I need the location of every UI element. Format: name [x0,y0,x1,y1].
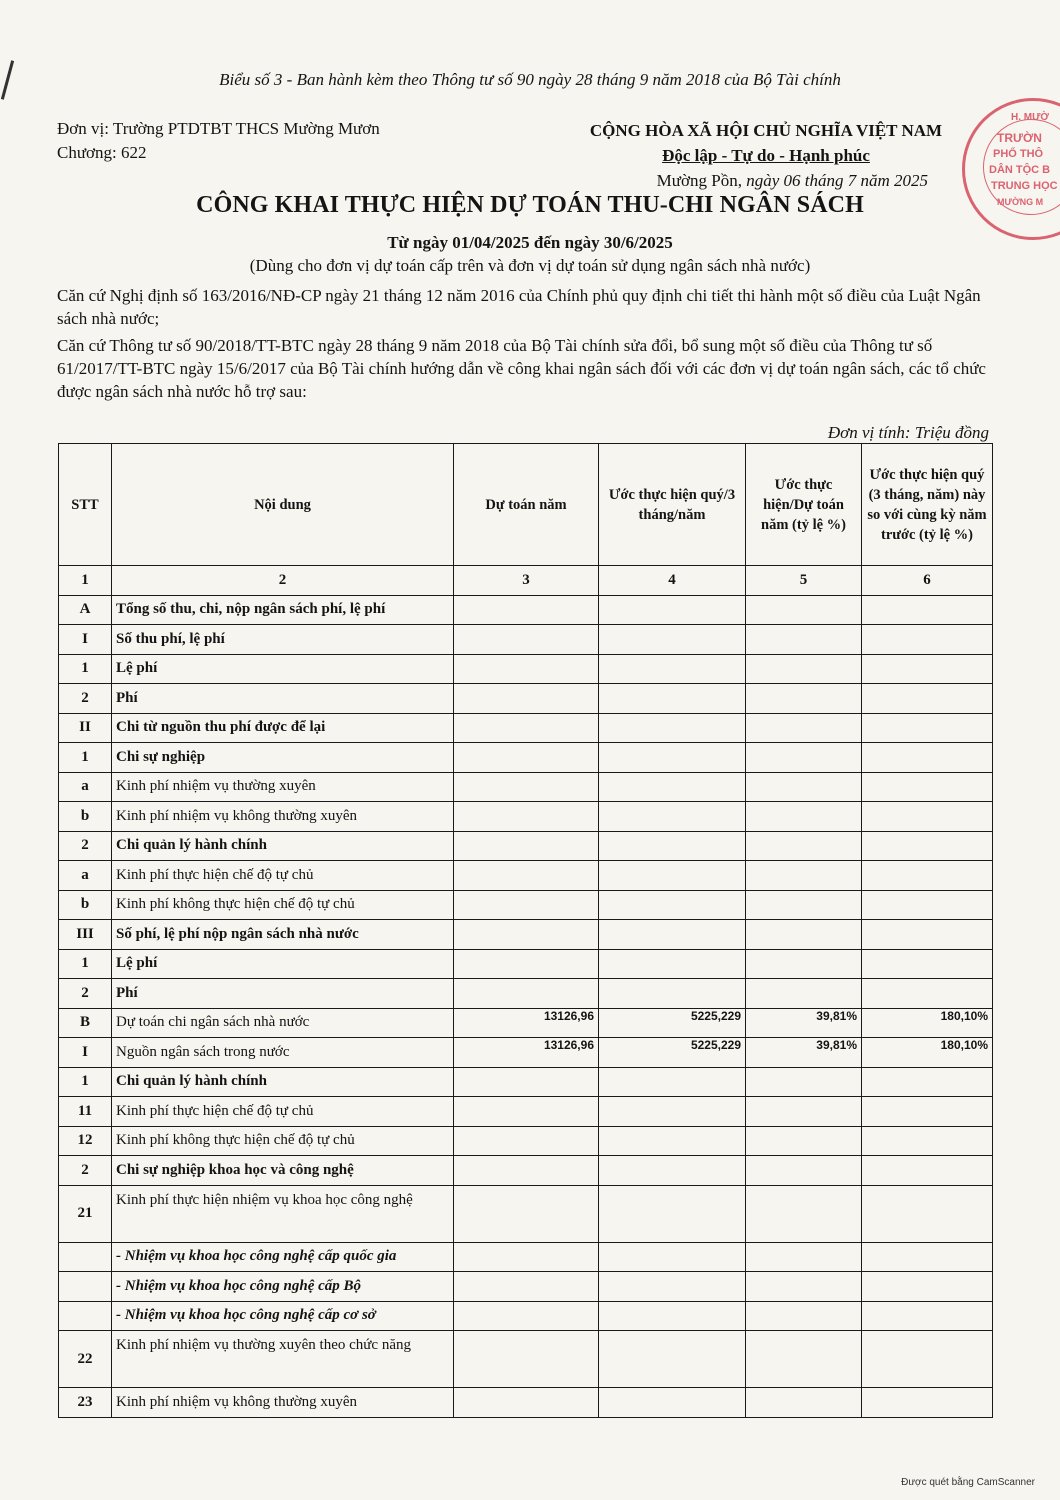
row-stt: a [59,772,112,802]
date: ngày 06 tháng 7 năm 2025 [746,171,928,190]
row-value [454,1067,599,1097]
row-value [862,949,993,979]
row-value [454,890,599,920]
row-stt: 12 [59,1126,112,1156]
row-value [454,920,599,950]
row-stt: 23 [59,1388,112,1418]
row-value: 5225,229 [599,1038,746,1068]
table-row [59,1126,993,1156]
row-value [746,654,862,684]
table-row [59,595,993,625]
column-number: 5 [746,566,862,596]
row-value [746,1301,862,1331]
row-value [746,1126,862,1156]
row-value: 39,81% [746,1008,862,1038]
row-value: 13126,96 [454,1008,599,1038]
national-heading [540,118,992,193]
row-value [862,625,993,655]
row-value [454,831,599,861]
usage-note: (Dùng cho đơn vị dự toán cấp trên và đơn vị dự toán sử dụng ngân sách nhà nước) [249,256,811,275]
table-row [59,979,993,1009]
table-row [59,713,993,743]
row-value [862,1185,993,1242]
row-value [862,1067,993,1097]
seal-text: PHỔ THÔ [993,148,1044,160]
row-value [599,1156,746,1186]
header-cell: Ước thực hiện quý (3 tháng, năm) này so với cùng kỳ năm trước (tỷ lệ %) [862,444,993,566]
row-content: Chi sự nghiệp [112,743,454,773]
row-content: Lệ phí [112,654,454,684]
row-value [862,1388,993,1418]
row-value [862,743,993,773]
header-cell: Nội dung [112,444,454,566]
row-value [599,654,746,684]
row-value [599,743,746,773]
row-stt: I [59,625,112,655]
row-content: Kinh phí không thực hiện chế độ tự chủ [112,1126,454,1156]
row-value [599,949,746,979]
row-value [746,1331,862,1388]
row-value [599,979,746,1009]
row-content: Kinh phí không thực hiện chế độ tự chủ [112,890,454,920]
seal-text: MƯỜNG M [997,197,1044,207]
header-cell: STT [59,444,112,566]
row-value [862,772,993,802]
row-value [599,1126,746,1156]
row-content: Số thu phí, lệ phí [112,625,454,655]
table-row [59,684,993,714]
row-value [599,595,746,625]
country-name: CỘNG HÒA XÃ HỘI CHỦ NGHĨA VIỆT NAM [589,121,943,140]
seal-text: TRUNG HỌC [991,180,1058,192]
table-row [59,654,993,684]
document-title: CÔNG KHAI THỰC HIỆN DỰ TOÁN THU-CHI NGÂN SÁCH [196,192,864,218]
row-value [454,1272,599,1302]
row-stt: 2 [59,831,112,861]
row-value [454,743,599,773]
row-value [454,595,599,625]
header-cell: Ước thực hiện quý/3 tháng/năm [599,444,746,566]
row-value [454,713,599,743]
row-value [454,1185,599,1242]
row-value [746,861,862,891]
row-value [862,1156,993,1186]
row-content: Chi sự nghiệp khoa học và công nghệ [112,1156,454,1186]
row-value [746,1242,862,1272]
row-value [599,861,746,891]
row-content: Kinh phí nhiệm vụ thường xuyên theo chức năng [112,1331,454,1388]
seal-text: H. MƯỜ [1011,112,1049,123]
row-value [454,949,599,979]
row-content: Lệ phí [112,949,454,979]
table-row [59,920,993,950]
row-value [746,949,862,979]
row-value: 13126,96 [454,1038,599,1068]
table-header-row [59,444,993,566]
row-value [454,1331,599,1388]
row-value [454,979,599,1009]
row-content: Phí [112,684,454,714]
row-content: Kinh phí nhiệm vụ không thường xuyên [112,1388,454,1418]
row-value [862,654,993,684]
row-value [746,743,862,773]
budget-table [58,443,993,1418]
table-row [59,1008,993,1038]
row-value: 39,81% [746,1038,862,1068]
table-row [59,1185,993,1242]
table-row [59,1038,993,1068]
row-content: Phí [112,979,454,1009]
row-stt: a [59,861,112,891]
row-content: Chi quản lý hành chính [112,1067,454,1097]
row-value [746,772,862,802]
row-value [746,595,862,625]
column-number: 2 [112,566,454,596]
row-value [746,1185,862,1242]
place-date [540,168,992,193]
row-stt: b [59,802,112,832]
seal-text: TRƯỜN [997,131,1042,145]
row-value [454,1097,599,1127]
header-cell: Ước thực hiện/Dự toán năm (tỷ lệ %) [746,444,862,566]
table-row [59,1242,993,1272]
table-row [59,1067,993,1097]
row-stt [59,1272,112,1302]
table-row [59,1301,993,1331]
row-value [862,979,993,1009]
row-value: 180,10% [862,1008,993,1038]
row-value [746,684,862,714]
column-number: 6 [862,566,993,596]
row-value [454,802,599,832]
row-value [746,1388,862,1418]
table-row [59,1331,993,1388]
row-stt: 2 [59,684,112,714]
row-value [862,1126,993,1156]
row-value [599,625,746,655]
row-value [862,890,993,920]
row-value [454,1156,599,1186]
column-number-row [59,566,993,596]
row-value [454,1388,599,1418]
row-value [862,684,993,714]
row-value [862,1097,993,1127]
row-stt: 2 [59,1156,112,1186]
row-value [746,920,862,950]
row-value [599,920,746,950]
row-content: Tổng số thu, chi, nộp ngân sách phí, lệ phí [112,595,454,625]
row-value: 5225,229 [599,1008,746,1038]
row-value [454,684,599,714]
table-row [59,861,993,891]
legal-basis-1: Căn cứ Nghị định số 163/2016/NĐ-CP ngày 21 tháng 12 năm 2016 của Chính phủ quy định chi tiết thi hành một số điều của Luật Ngân sách nhà nước; [57,286,981,328]
row-value [862,1301,993,1331]
row-stt [59,1301,112,1331]
row-content: Kinh phí thực hiện chế độ tự chủ [112,861,454,891]
row-stt: 1 [59,949,112,979]
row-value [862,831,993,861]
row-value [746,1067,862,1097]
row-value [746,979,862,1009]
row-value [599,802,746,832]
place: Mường Pồn, [656,171,742,190]
row-value [862,802,993,832]
row-value [599,831,746,861]
row-content: Chi quản lý hành chính [112,831,454,861]
row-content: - Nhiệm vụ khoa học công nghệ cấp cơ sở [112,1301,454,1331]
legal-basis-2: Căn cứ Thông tư số 90/2018/TT-BTC ngày 28 tháng 9 năm 2018 của Bộ Tài chính sửa đổi, bổ sung một số điều của Thông tư số 61/2017/TT-BTC ngày 15/6/2017 của Bộ Tài chính hướng dẫn về công khai ngân sách đối với các đơn vị dự toán ngân sách, các tổ chức được ngân sách nhà nước hỗ trợ sau: [57,336,986,401]
row-value [862,1331,993,1388]
row-content: Kinh phí nhiệm vụ thường xuyên [112,772,454,802]
row-value [862,713,993,743]
row-value [454,1242,599,1272]
unit-chapter: Chương: 622 [57,143,147,162]
row-value [599,772,746,802]
unit-block [57,117,380,165]
row-stt: 2 [59,979,112,1009]
table-row [59,802,993,832]
report-period: Từ ngày 01/04/2025 đến ngày 30/6/2025 [387,233,673,252]
row-value [746,831,862,861]
row-value [454,772,599,802]
row-value [862,861,993,891]
row-content: Nguồn ngân sách trong nước [112,1038,454,1068]
row-value [454,1301,599,1331]
row-content: Dự toán chi ngân sách nhà nước [112,1008,454,1038]
row-stt: 1 [59,743,112,773]
row-content: Số phí, lệ phí nộp ngân sách nhà nước [112,920,454,950]
unit-name: Đơn vị: Trường PTDTBT THCS Mường Mươn [57,119,380,138]
row-value [599,1301,746,1331]
row-stt: II [59,713,112,743]
row-value [454,654,599,684]
row-stt: B [59,1008,112,1038]
row-content: - Nhiệm vụ khoa học công nghệ cấp quốc gia [112,1242,454,1272]
row-value [599,1388,746,1418]
row-content: Chi từ nguồn thu phí được để lại [112,713,454,743]
row-value [599,1067,746,1097]
row-value [599,1331,746,1388]
column-number: 4 [599,566,746,596]
row-value [862,1272,993,1302]
national-motto: Độc lập - Tự do - Hạnh phúc [662,146,870,165]
row-value [599,1242,746,1272]
column-number: 3 [454,566,599,596]
column-number: 1 [59,566,112,596]
table-row [59,831,993,861]
row-content: - Nhiệm vụ khoa học công nghệ cấp Bộ [112,1272,454,1302]
row-value [746,1097,862,1127]
row-value [599,1272,746,1302]
row-stt: 11 [59,1097,112,1127]
row-value [454,861,599,891]
row-value: 180,10% [862,1038,993,1068]
row-value [862,595,993,625]
currency-unit: Đơn vị tính: Triệu đồng [827,423,989,442]
row-stt: b [59,890,112,920]
row-value [862,1242,993,1272]
header-cell: Dự toán năm [454,444,599,566]
row-stt: 1 [59,1067,112,1097]
row-stt: A [59,595,112,625]
row-content: Kinh phí thực hiện chế độ tự chủ [112,1097,454,1127]
row-content: Kinh phí thực hiện nhiệm vụ khoa học công nghệ [112,1185,454,1242]
table-row [59,1272,993,1302]
row-stt: 1 [59,654,112,684]
row-stt: III [59,920,112,950]
table-row [59,772,993,802]
row-value [599,713,746,743]
row-value [599,1185,746,1242]
row-value [746,625,862,655]
row-value [746,890,862,920]
table-row [59,890,993,920]
row-value [862,920,993,950]
row-stt: 22 [59,1331,112,1388]
row-value [599,890,746,920]
row-value [746,1272,862,1302]
table-row [59,1156,993,1186]
row-value [746,713,862,743]
row-value [454,1126,599,1156]
row-value [746,802,862,832]
row-value [454,625,599,655]
row-stt [59,1242,112,1272]
row-value [599,684,746,714]
table-row [59,1388,993,1418]
row-content: Kinh phí nhiệm vụ không thường xuyên [112,802,454,832]
row-stt: 21 [59,1185,112,1242]
table-row [59,743,993,773]
seal-text: DÂN TỘC B [989,164,1051,176]
table-row [59,625,993,655]
form-note: Biểu số 3 - Ban hành kèm theo Thông tư số 90 ngày 28 tháng 9 năm 2018 của Bộ Tài chính [219,70,841,89]
row-stt: I [59,1038,112,1068]
table-row [59,949,993,979]
table-row [59,1097,993,1127]
row-value [599,1097,746,1127]
scanner-footer: Được quét bằng CamScanner [901,1477,1035,1488]
row-value [746,1156,862,1186]
